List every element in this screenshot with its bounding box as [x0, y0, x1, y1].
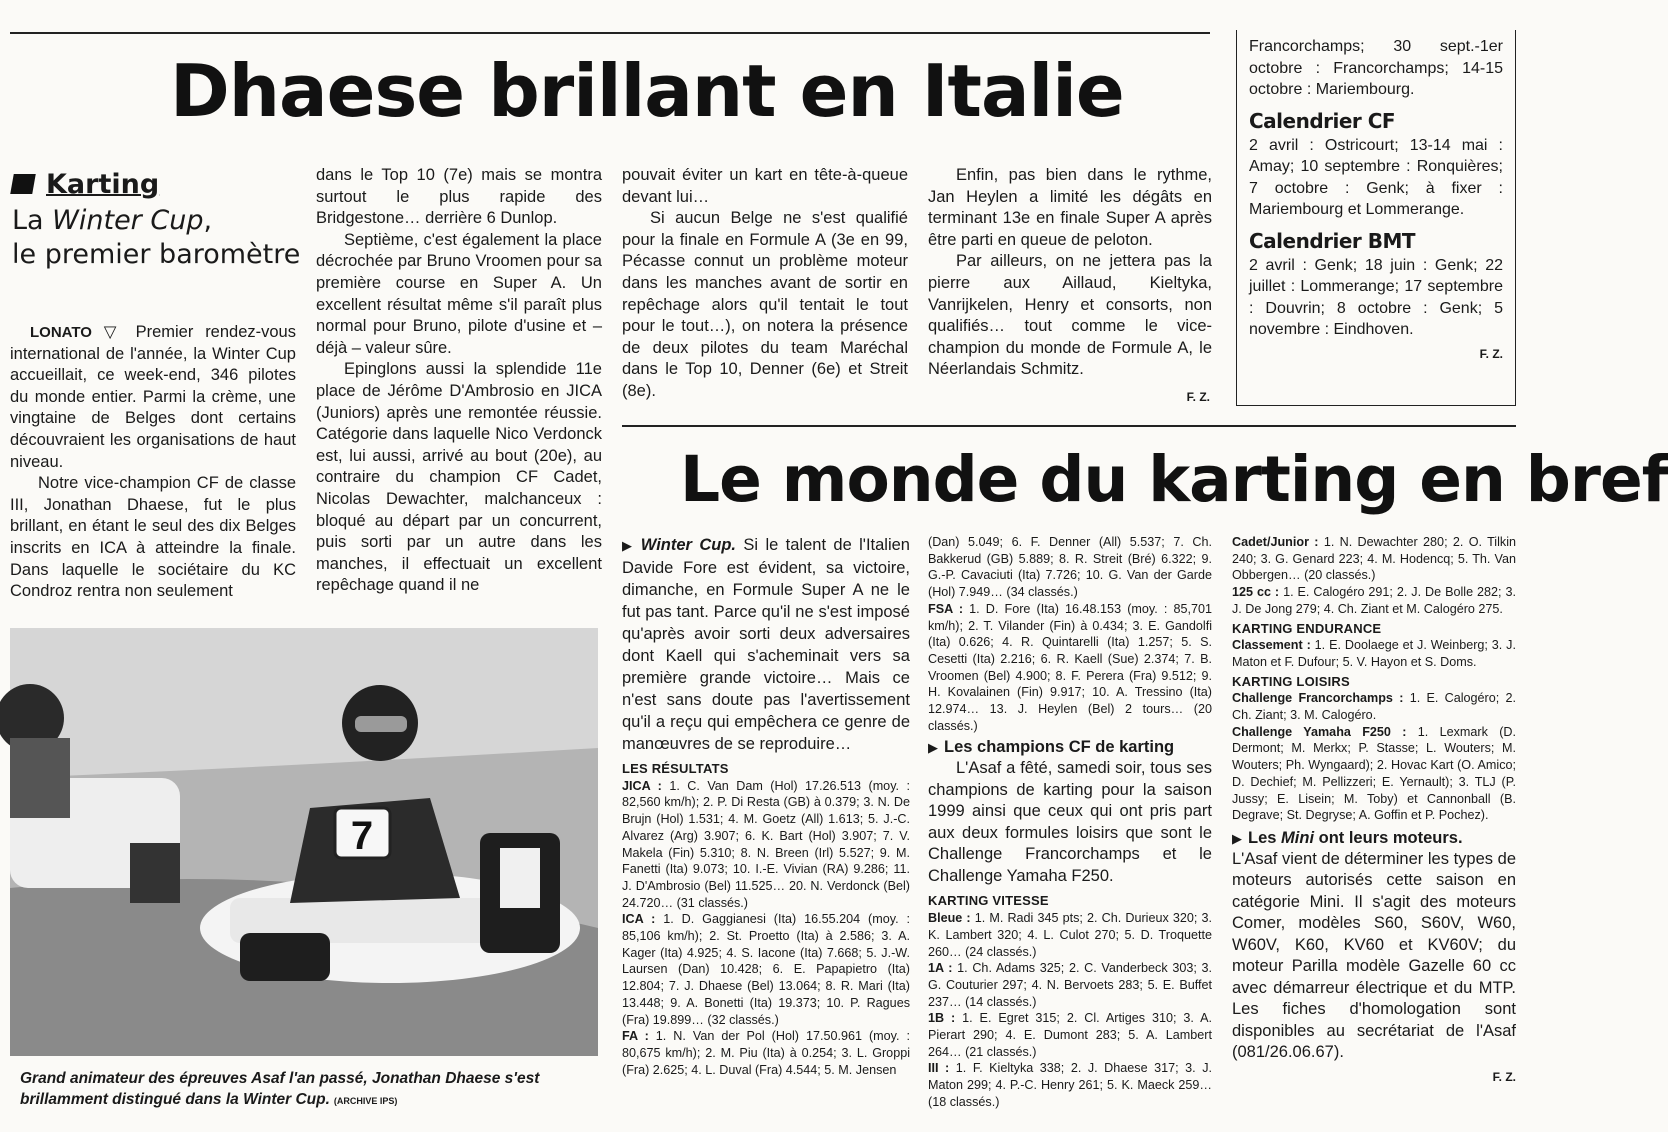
dateline-triangle-icon: ▽	[103, 323, 124, 341]
result-entry: Cadet/Junior : 1. N. Dewachter 280; 2. O. Tilkin 240; 3. G. Genard 223; 4. M. Hodencq; 5. Th. Van Obbergen… (20 classés.)	[1232, 535, 1516, 583]
calendar-intro: Francorchamps; 30 sept.-1er octobre : Francorchamps; 14-15 octobre : Mariembourg.	[1249, 38, 1503, 98]
article-col-3	[622, 165, 908, 403]
brief-col-b	[928, 534, 1212, 1111]
calendar-cf-title: Calendrier CF	[1249, 108, 1396, 133]
result-entry: 1B : 1. E. Egret 315; 2. Cl. Artiges 310; 3. A. Pierart 290; 4. E. Dumont 283; 5. A. Lambert 264… (21 classés.)	[928, 1011, 1213, 1059]
calendar-bmt-text: 2 avril : Genk; 18 juin : Genk; 22 juillet : Lommerange; 17 septembre : Douvrin; 8 octobre : Genk; 5 novembre : Eindhoven.	[1249, 256, 1503, 338]
dateline: LONATO	[30, 324, 92, 341]
rubric-label: Karting	[46, 169, 160, 200]
top-rule	[10, 32, 1210, 34]
result-entry: Challenge Yamaha F250 : 1. Lexmark (D. Dermont; M. Merkx; P. Stasse; L. Wouters; M. Wouters; Ph. Wyngaard); 2. Hovac Kart (O. Amico; D. Dechief; M. Pellizzeri; E. Yernault); 3. TLJ (P. Jussy; E. Lisein; M. Toby) et Cannonball (B. Degrave; St. Degryse; A. Goffin et P. Pochez).	[1232, 724, 1516, 823]
article-signature: F. Z.	[1186, 390, 1210, 404]
results-block-cont	[928, 534, 1212, 734]
champions-text: L'Asaf a fêté, samedi soir, tous ses champions de karting pour la saison 1999 ainsi que ceux qui ont pris part aux deux formules loisirs que sont le Challenge Francorchamps et le Challenge Yamaha F250.	[928, 759, 1212, 885]
article-para: LONATO ▽ Premier rendez-vous international de l'année, la Winter Cup accueillait, ce week-end, 346 pilotes du monde entier. Parmi la crème, une vingtaine de Belges dont certains découvraient les organisations de haut niveau.	[10, 323, 296, 471]
result-entry: ICA : 1. D. Gaggianesi (Ita) 16.55.204 (moy. : 85,106 km/h); 2. St. Proetto (Ita) à 2.586; 3. A. Kager (Ita) 4.925; 4. S. Iacone (Ita) 7.668; 5. J.-W. Laursen (Dan) 10.428; 6. E. Papapietro (Ita) 12.804; 7. J. Dhaese (Bel) 13.064; 8. R. Mari (Ita) 13.448; 9. A. Bonetti (Ita) 19.373; 10. P. Ragues (Fra) 19.899… (32 classés.)	[622, 912, 910, 1027]
winter-cup-brief: ▶ Winter Cup. Si le talent de l'Italien Davide Fore est évident, sa victoire, dimanche, en Formule Super A ne le fut pas tant. Parce qu'il ne s'est imposé qu'après avoir sorti deux adversaires dont Kaell qui s'acheminait vers sa première grande victoire… Mais ce n'est sans doute pas l'avertissement qu'il a reçu qui empêchera ce genre de manœuvres de se reproduire…	[622, 536, 910, 753]
arrow-right-icon: ▶	[622, 538, 635, 553]
result-entry: FA : 1. N. Van der Pol (Hol) 17.50.961 (moy. : 80,675 km/h); 2. M. Piu (Ita) à 0.254; 3. L. Groppi (Fra) 2.625; 4. L. Duval (Fra) 4.544; 5. M. Jensen	[622, 1029, 910, 1077]
headline-brief: Le monde du karting en bref	[680, 443, 1668, 516]
article-para: Par ailleurs, on ne jettera pas la pierre aux Aillaud, Kieltyka, Vanrijkelen, Henry et consorts, non qualifiés… tout comme le vice-champion du monde de Formule A, le Néerlandais Schmitz.	[928, 252, 1212, 379]
calendar-bmt-title: Calendrier BMT	[1249, 228, 1416, 253]
karting-endurance-heading: KARTING ENDURANCE	[1232, 620, 1382, 636]
results-heading: LES RÉSULTATS	[622, 761, 729, 776]
result-entry: 1A : 1. Ch. Adams 325; 2. C. Vanderbeck 303; 3. G. Couturier 297; 4. N. Bervoets 283; 5. E. Buffet 237… (14 classés.)	[928, 961, 1213, 1009]
result-entry: FSA : 1. D. Fore (Ita) 16.48.153 (moy. : 85,701 km/h); 2. T. Vilander (Fin) à 0.434; 3. E. Gandolfi (Ita) 0.626; 4. R. Quintarelli (Ita) 1.257; 5. S. Cesetti (Ita) 2.216; 6. R. Kaell (Sue) 2.374; 7. B. Vroomen (Bel) 4.900; 8. F. Perera (Fra) 9.512; 9. H. Kovalainen (Fin) 9.917; 10. A. Tressino (Ita) 12.974… 13. J. Heylen (Bel) 2 tours… (20 classés.)	[928, 601, 1213, 733]
result-entry: III : 1. F. Kieltyka 338; 2. J. Dhaese 317; 3. J. Maton 299; 4. P.-C. Henry 261; 5. K. Maeck 259… (18 classés.)	[928, 1061, 1213, 1109]
karting-loisirs-heading: KARTING LOISIRS	[1232, 673, 1350, 689]
article-para: Septième, c'est également la place décrochée par Bruno Vroomen pour sa première course en Super A. Un excellent résultat même s'il paraît plus normal pour Bruno, pilote d'usine et – déjà – valeur sûre.	[316, 230, 602, 357]
kicker-subtitle-2: le premier baromètre	[12, 239, 301, 270]
result-entry: Challenge Francorchamps : 1. E. Calogéro; 2. Ch. Ziant; 3. M. Calogéro.	[1232, 691, 1517, 723]
karting-photo	[10, 628, 598, 1056]
result-entry: Bleue : 1. M. Radi 345 pts; 2. Ch. Durieux 320; 3. K. Lambert 320; 4. L. Culot 270; 5. D. Troquette 260… (24 classés.)	[928, 911, 1212, 959]
calendar-box	[1236, 30, 1516, 406]
mini-text: L'Asaf vient de déterminer les types de moteurs autorisés cette saison en catégorie Mini. Il s'agit des moteurs Comer, modèles S60, S60V, W60, W60V, K60, KV60 et KV60V; du moteur Parilla modèle Gazelle 60 cc avec démarreur électrique et du MTP. Les fiches d'homologation sont disponibles au secrétariat de l'Asaf (081/26.06.67).	[1232, 849, 1516, 1062]
result-entry: JICA : 1. C. Van Dam (Hol) 17.26.513 (moy. : 82,560 km/h); 2. P. Di Resta (GB) à 0.379; 3. N. De Brujn (Hol) 1.531; 4. M. Goetz (All) 1.613; 5. J.-C. Alvarez (Arg) 3.907; 6. K. Bart (Hol) 3.907; 7. V. Makela (Fin) 5.310; 8. N. Breen (Irl) 5.527; 9. M. Fanetti (Ita) 9.073; 10. I.-E. Vivian (RA) 9.286; 11. J. D'Ambrosio (Bel) 11.525… 20. N. Verdonck (Bel) 24.720… (31 classés.)	[622, 778, 910, 910]
photo-credit: (ARCHIVE IPS)	[333, 1096, 398, 1106]
karting-vitesse-block	[928, 893, 1212, 1110]
result-entry: (Dan) 5.049; 6. F. Denner (All) 5.537; 7. Ch. Bakkerud (GB) 5.889; 8. R. Streit (Bré) 6.322; 9. G.-P. Cavaciuti (Ita) 7.726; 10. G. Van der Garde (Hol) 7.949… (34 classés.)	[928, 535, 1212, 600]
article-para: dans le Top 10 (7e) mais se montra surtout le plus rapide des Bridgestone… derrière 6 Dunlop.	[316, 166, 602, 228]
kicker-subtitle: La Winter Cup,	[12, 205, 213, 236]
article-para: pouvait éviter un kart en tête-à-queue devant lui…	[622, 166, 908, 206]
arrow-right-icon: ▶	[1232, 830, 1242, 846]
champions-title: ▶ Les champions CF de karting	[928, 738, 1175, 757]
headline-main: Dhaese brillant en Italie	[170, 49, 1124, 133]
brief-signature: F. Z.	[1492, 1069, 1516, 1084]
results-block	[622, 761, 910, 1078]
section-rule	[622, 425, 1516, 427]
brief-col-a	[622, 534, 910, 1078]
karting-vitesse-heading: KARTING VITESSE	[928, 893, 1049, 909]
photo-caption: Grand animateur des épreuves Asaf l'an passé, Jonathan Dhaese s'est brillamment distingué dans la Winter Cup. (ARCHIVE IPS)	[20, 1070, 540, 1108]
results-block-c	[1232, 534, 1516, 824]
article-para: Si aucun Belge ne s'est qualifié pour la finale en Formule A (3e en 99, Pécasse connut un problème moteur dans les manches avant de sortir en repêchage alors qu'il tentait le tout pour le tout…), on notera la présence de deux pilotes du team Maréchal dans le Top 10, Denner (6e) et Streit (8e).	[622, 209, 908, 400]
calendar-signature: F. Z.	[1479, 346, 1503, 361]
kicker	[12, 168, 312, 272]
calendar-cf-text: 2 avril : Ostricourt; 13-14 mai : Amay; 10 septembre : Ronquières; 7 octobre : Genk; à fixer : Mariembourg et Lommerange.	[1249, 136, 1503, 218]
article-col-4	[928, 165, 1212, 381]
kart-number: 7	[350, 814, 374, 858]
result-entry: Classement : 1. E. Doolaege et J. Weinberg; 3. J. Maton et F. Dufour; 5. V. Hayon et S. Doms.	[1232, 638, 1516, 669]
article-col-1	[10, 322, 296, 603]
rubric-square-icon	[10, 174, 36, 194]
arrow-right-icon: ▶	[928, 740, 938, 756]
kart-illustration	[10, 628, 598, 1056]
article-para: Enfin, pas bien dans le rythme, Jan Heylen a limité les dégâts en terminant 13e en finale Super A après être parti en queue de peloton.	[928, 166, 1212, 249]
mini-title: ▶ Les Mini ont leurs moteurs.	[1232, 828, 1463, 847]
winter-cup-title: Winter Cup.	[640, 536, 737, 554]
article-para: Epinglons aussi la splendide 11e place de Jérôme D'Ambrosio en JICA (Juniors) après une remontée réussie. Catégorie dans laquelle Nico Verdonck est, lui aussi, arrivé au bout (20e), au contraire du champion CF Cadet, Nicolas Dewachter, malchanceux : bloqué au départ par un concurrent, puis sorti par un autre dans les manches, il effectuait un excellent repêchage quand il ne	[316, 360, 602, 595]
brief-col-c	[1232, 534, 1516, 1084]
article-col-2	[316, 165, 602, 597]
result-entry: 125 cc : 1. E. Calogéro 291; 2. J. De Bolle 282; 3. J. De Jong 279; 4. Ch. Ziant et M. Calogéro 275.	[1232, 585, 1516, 616]
article-para: Notre vice-champion CF de classe III, Jonathan Dhaese, fut le plus brillant, en étant le seul des dix Belges inscrits en ICA à atteindre la finale. Dans laquelle le sociétaire du KC Condroz rentra non seulement	[10, 474, 296, 601]
